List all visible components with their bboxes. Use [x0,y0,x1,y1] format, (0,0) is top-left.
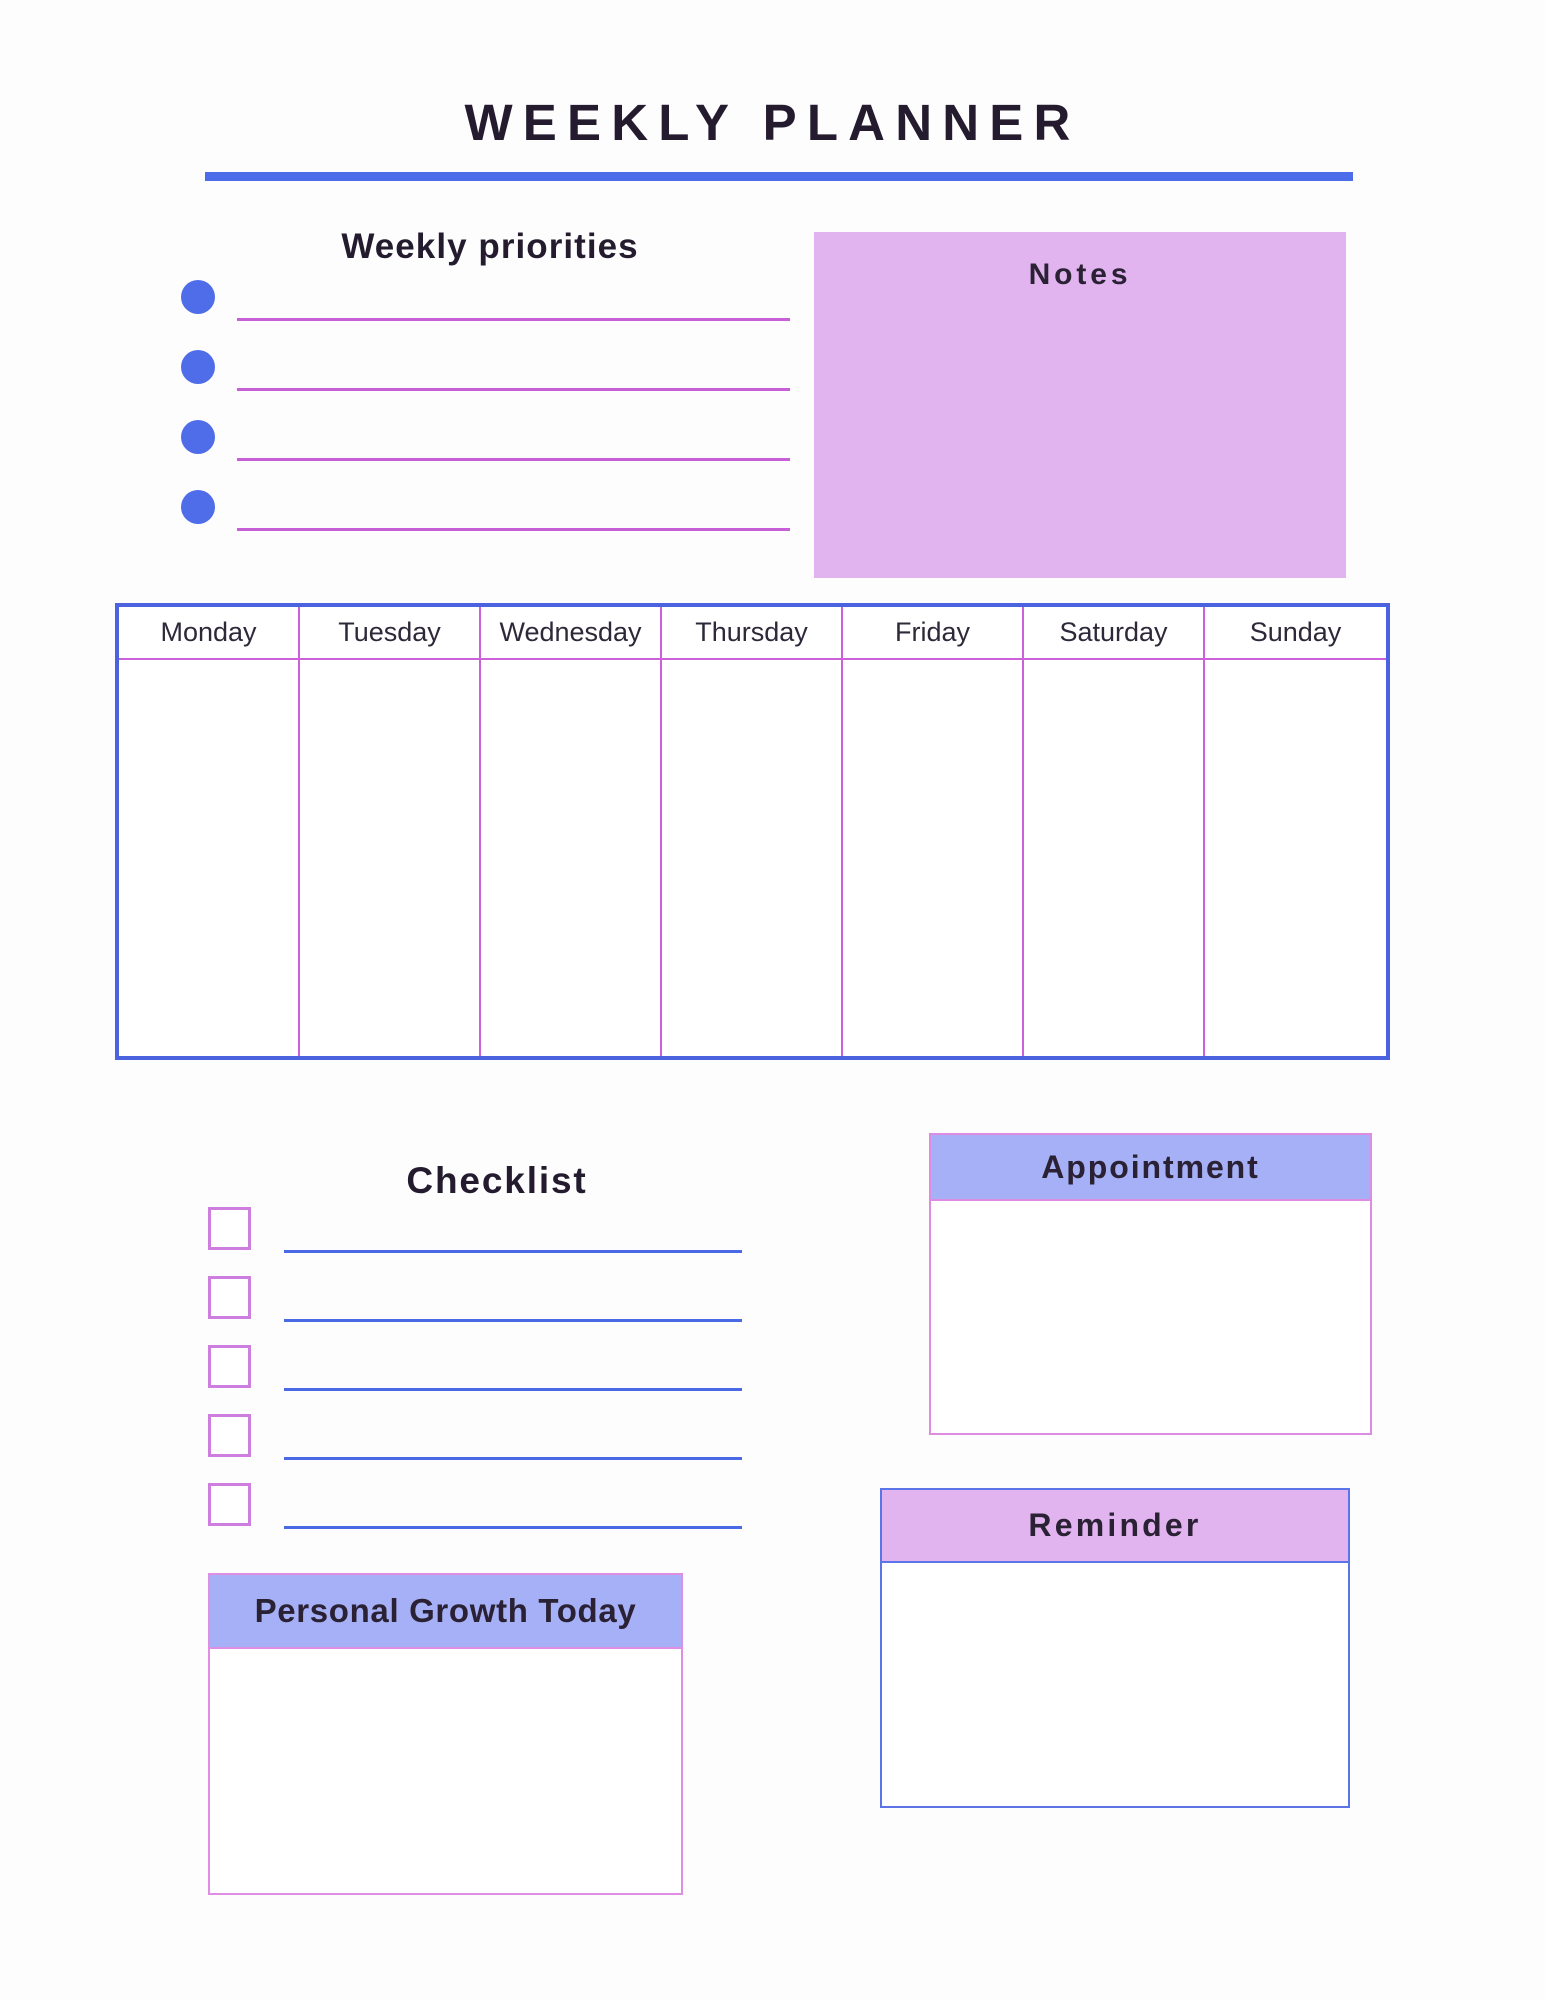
title-divider [205,172,1353,181]
day-header-tuesday: Tuesday [300,607,479,660]
bullet-dot-icon [181,280,215,314]
notes-box [814,232,1346,578]
checklist-input-line[interactable] [284,1250,742,1253]
checkbox[interactable] [208,1345,251,1388]
priority-input-line[interactable] [237,318,790,321]
day-header-wednesday: Wednesday [481,607,660,660]
bullet-dot-icon [181,490,215,524]
appointment-input-area[interactable] [931,1201,1370,1433]
notes-title: Notes [1028,258,1132,291]
personal-growth-input-area[interactable] [210,1649,681,1893]
checklist-input-line[interactable] [284,1457,742,1460]
reminder-title: Reminder [882,1490,1348,1563]
day-column-wednesday [481,607,662,1056]
day-cell-sunday[interactable] [1205,660,1386,1056]
day-header-thursday: Thursday [662,607,841,660]
personal-growth-box [208,1573,683,1895]
day-column-sunday [1205,607,1386,1056]
reminder-input-area[interactable] [882,1563,1348,1806]
priority-input-line[interactable] [237,388,790,391]
checklist-input-line[interactable] [284,1526,742,1529]
day-header-friday: Friday [843,607,1022,660]
priority-input-line[interactable] [237,458,790,461]
appointment-title: Appointment [931,1135,1370,1201]
bullet-dot-icon [181,350,215,384]
checklist-input-line[interactable] [284,1319,742,1322]
day-column-saturday [1024,607,1205,1056]
day-cell-monday[interactable] [119,660,298,1056]
bullet-dot-icon [181,420,215,454]
day-cell-thursday[interactable] [662,660,841,1056]
day-header-saturday: Saturday [1024,607,1203,660]
checkbox[interactable] [208,1483,251,1526]
day-column-monday [119,607,300,1056]
checklist-title: Checklist [406,1160,588,1201]
checkbox[interactable] [208,1207,251,1250]
day-cell-wednesday[interactable] [481,660,660,1056]
week-table [115,603,1390,1060]
day-header-sunday: Sunday [1205,607,1386,660]
day-cell-saturday[interactable] [1024,660,1203,1056]
checkbox[interactable] [208,1276,251,1319]
personal-growth-title: Personal Growth Today [210,1575,681,1649]
day-cell-friday[interactable] [843,660,1022,1056]
weekly-priorities-title: Weekly priorities [341,227,639,266]
reminder-box [880,1488,1350,1808]
day-column-thursday [662,607,843,1056]
priority-input-line[interactable] [237,528,790,531]
notes-input-area[interactable] [814,307,1346,578]
day-column-friday [843,607,1024,1056]
day-cell-tuesday[interactable] [300,660,479,1056]
page-title: WEEKLY PLANNER [464,94,1081,151]
day-header-monday: Monday [119,607,298,660]
checklist-input-line[interactable] [284,1388,742,1391]
checkbox[interactable] [208,1414,251,1457]
day-column-tuesday [300,607,481,1056]
appointment-box [929,1133,1372,1435]
